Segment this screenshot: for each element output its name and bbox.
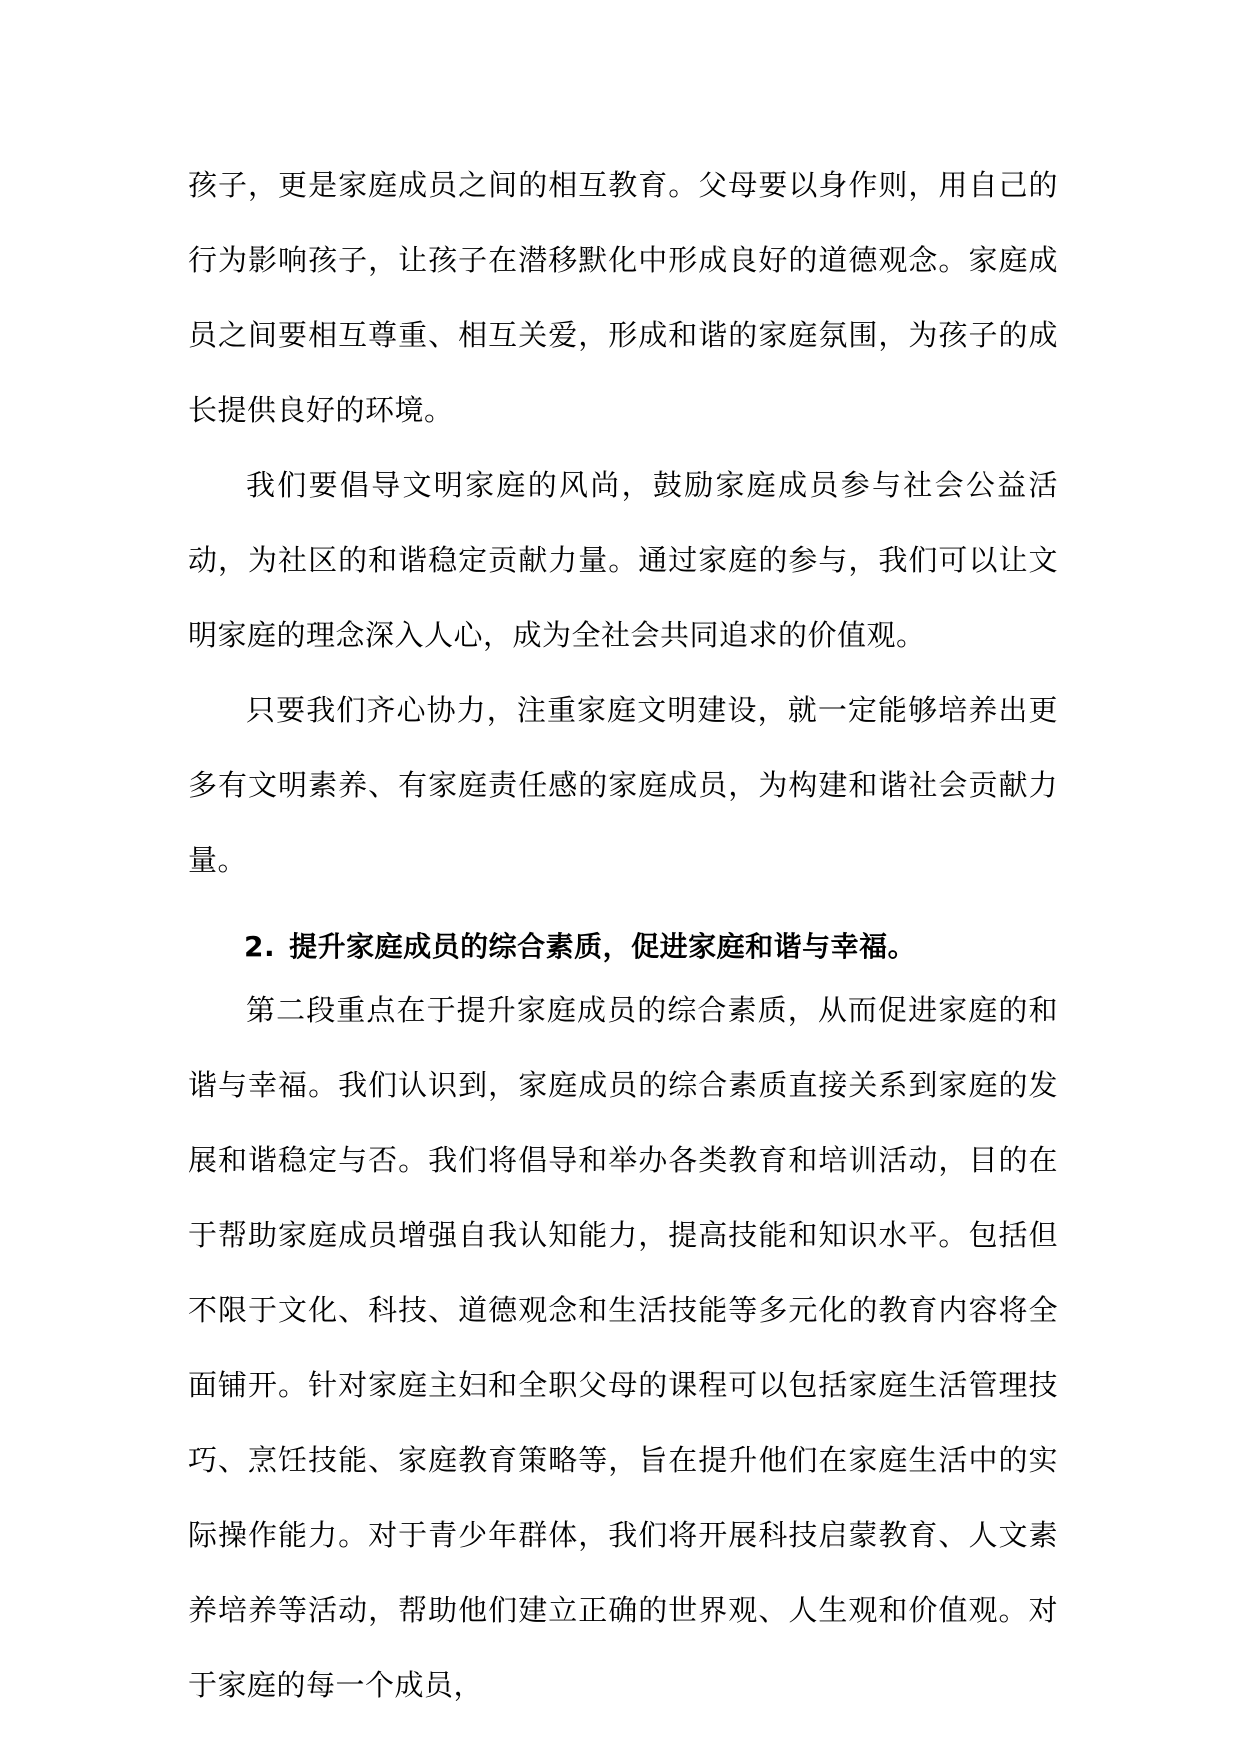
paragraph-civilized-family-style: 我们要倡导文明家庭的风尚，鼓励家庭成员参与社会公益活动，为社区的和谐稳定贡献力量。通过家庭的参与，我们可以让文明家庭的理念深入人心，成为全社会共同追求的价值观。 — [188, 468, 1058, 652]
paragraph-family-education: 孩子，更是家庭成员之间的相互教育。父母要以身作则，用自己的行为影响孩子，让孩子在潜移默化中形成良好的道德观念。家庭成员之间要相互尊重、相互关爱，形成和谐的家庭氛围，为孩子的成长提供良好的环境。 — [188, 168, 1058, 427]
section-heading — [188, 898, 1058, 973]
document-body — [188, 148, 1058, 1723]
section-title: 提升家庭成员的综合素质，促进家庭和谐与幸福。 — [289, 930, 917, 963]
section-number: 2. — [244, 930, 276, 963]
paragraph-improve-quality: 第二段重点在于提升家庭成员的综合素质，从而促进家庭的和谐与幸福。我们认识到，家庭成员的综合素质直接关系到家庭的发展和谐稳定与否。我们将倡导和举办各类教育和培训活动，目的在于帮助家庭成员增强自我认知能力，提高技能和知识水平。包括但不限于文化、科技、道德观念和生活技能等多元化的教育内容将全面铺开。针对家庭主妇和全职父母的课程可以包括家庭生活管理技巧、烹饪技能、家庭教育策略等，旨在提升他们在家庭生活中的实际操作能力。对于青少年群体，我们将开展科技启蒙教育、人文素养培养等活动，帮助他们建立正确的世界观、人生观和价值观。对于家庭的每一个成员， — [188, 993, 1058, 1702]
paragraph-work-together: 只要我们齐心协力，注重家庭文明建设，就一定能够培养出更多有文明素养、有家庭责任感的家庭成员，为构建和谐社会贡献力量。 — [188, 693, 1058, 877]
